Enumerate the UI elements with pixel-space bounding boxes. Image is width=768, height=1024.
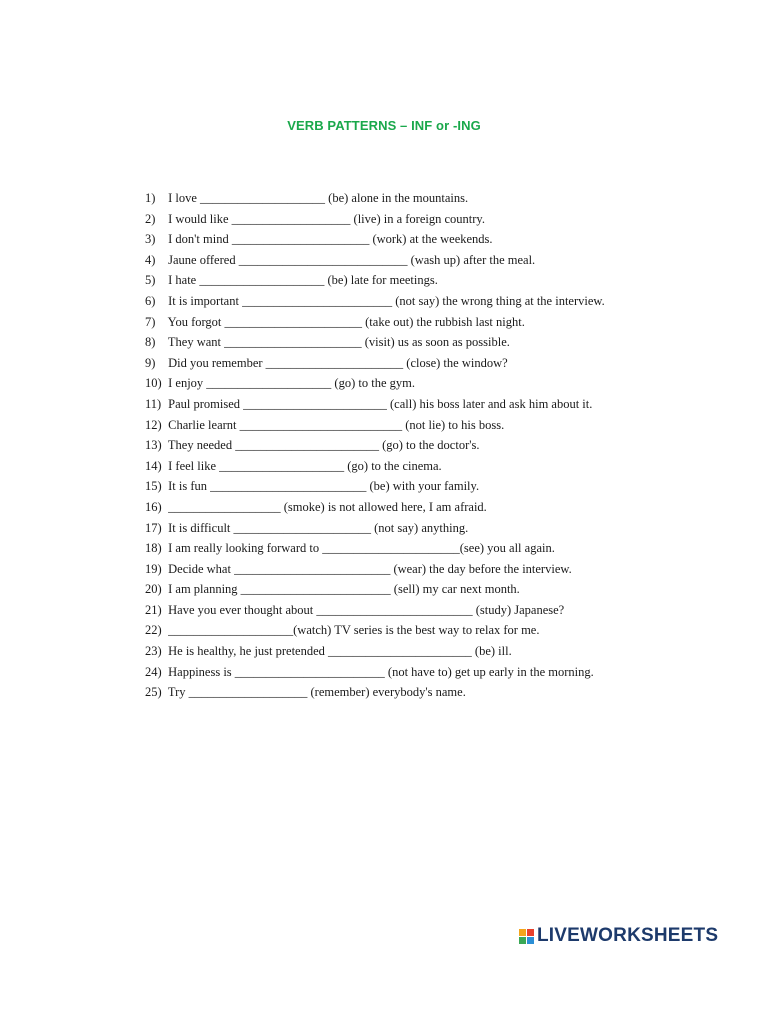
exercise-text: I don't mind ______________________ (work) at the weekends.: [168, 232, 493, 247]
logo-square: [527, 929, 534, 936]
exercise-item: [145, 456, 745, 477]
exercise-item: [145, 250, 745, 271]
exercise-text: Happiness is ________________________ (not have to) get up early in the morning.: [168, 664, 594, 679]
exercise-item: [145, 373, 745, 394]
exercise-number: 19): [145, 561, 162, 576]
exercise-text: Jaune offered ___________________________ (wash up) after the meal.: [168, 252, 536, 267]
exercise-item: [145, 600, 745, 621]
exercise-number: 4): [145, 252, 156, 267]
page-title: VERB PATTERNS – INF or -ING: [287, 118, 481, 133]
exercise-item: [145, 188, 745, 209]
exercise-number: 23): [145, 644, 162, 659]
liveworksheets-logo-icon: [519, 929, 534, 944]
exercise-text: It is important ________________________ (not say) the wrong thing at the interview.: [168, 293, 605, 308]
exercise-number: 13): [145, 438, 162, 453]
exercise-item: [145, 518, 745, 539]
exercise-number: 15): [145, 479, 162, 494]
exercise-number: 17): [145, 520, 162, 535]
exercise-item: [145, 270, 745, 291]
logo-square: [519, 937, 526, 944]
exercise-number: 14): [145, 458, 162, 473]
exercise-item: [145, 620, 745, 641]
exercise-text: Decide what _________________________ (wear) the day before the interview.: [168, 561, 572, 576]
exercise-item: [145, 209, 745, 230]
exercise-item: [145, 682, 745, 703]
exercise-item: [145, 476, 745, 497]
exercise-item: [145, 291, 745, 312]
exercise-text: Charlie learnt __________________________ (not lie) to his boss.: [168, 417, 505, 432]
exercise-item: [145, 332, 745, 353]
exercise-item: [145, 579, 745, 600]
exercise-number: 8): [145, 335, 156, 350]
exercise-text: I would like ___________________ (live) in a foreign country.: [168, 211, 485, 226]
exercise-number: 21): [145, 602, 162, 617]
exercise-number: 5): [145, 273, 156, 288]
exercise-text: I feel like ____________________ (go) to the cinema.: [168, 458, 442, 473]
exercise-item: [145, 497, 745, 518]
exercise-text: Try ___________________ (remember) everybody's name.: [167, 685, 466, 700]
exercise-item: [145, 559, 745, 580]
exercise-list: [145, 188, 745, 703]
exercise-item: [145, 662, 745, 683]
exercise-number: 3): [145, 232, 156, 247]
exercise-item: [145, 394, 745, 415]
exercise-item: [145, 538, 745, 559]
exercise-number: 24): [145, 664, 162, 679]
exercise-text: __________________ (smoke) is not allowed here, I am afraid.: [168, 499, 487, 514]
liveworksheets-logo: [519, 925, 718, 947]
exercise-text: They want ______________________ (visit) us as soon as possible.: [167, 335, 510, 350]
exercise-number: 1): [145, 191, 156, 205]
exercise-item: [145, 435, 745, 456]
exercise-number: 25): [145, 685, 162, 700]
exercise-text: They needed _______________________ (go) to the doctor's.: [167, 438, 480, 453]
exercise-text: He is healthy, he just pretended _______________________ (be) ill.: [168, 644, 512, 659]
exercise-item: [145, 641, 745, 662]
exercise-text: I hate ____________________ (be) late for meetings.: [168, 273, 438, 288]
exercise-number: 11): [145, 396, 162, 411]
exercise-number: 12): [145, 417, 162, 432]
exercise-text: It is fun _________________________ (be) with your family.: [168, 479, 480, 494]
exercise-text: I enjoy ____________________ (go) to the gym.: [168, 376, 415, 391]
exercise-text: I am really looking forward to ______________________(see) you all again.: [168, 541, 555, 556]
exercise-number: 16): [145, 499, 162, 514]
exercise-item: [145, 229, 745, 250]
exercise-number: 10): [145, 376, 162, 391]
logo-square: [527, 937, 534, 944]
logo-square: [519, 929, 526, 936]
exercise-item: [145, 353, 745, 374]
exercise-item: [145, 415, 745, 436]
exercise-number: 18): [145, 541, 162, 556]
exercise-number: 2): [145, 211, 156, 226]
exercise-number: 9): [145, 355, 156, 370]
exercise-number: 7): [145, 314, 156, 329]
exercise-item: [145, 312, 745, 333]
exercise-text: You forgot ______________________ (take out) the rubbish last night.: [167, 314, 525, 329]
exercise-text: Paul promised _______________________ (call) his boss later and ask him about it.: [168, 396, 593, 411]
exercise-number: 6): [145, 293, 156, 308]
exercise-text: It is difficult ______________________ (not say) anything.: [168, 520, 469, 535]
exercise-text: Have you ever thought about _________________________ (study) Japanese?: [168, 602, 565, 617]
exercise-number: 20): [145, 582, 162, 597]
exercise-text: ____________________(watch) TV series is the best way to relax for me.: [168, 623, 540, 638]
logo-text: LIVEWORKSHEETS: [537, 925, 719, 946]
exercise-text: I love ____________________ (be) alone in the mountains.: [168, 191, 469, 205]
exercise-text: Did you remember ______________________ (close) the window?: [168, 355, 508, 370]
exercise-text: I am planning ________________________ (sell) my car next month.: [168, 582, 520, 597]
exercise-number: 22): [145, 623, 162, 638]
